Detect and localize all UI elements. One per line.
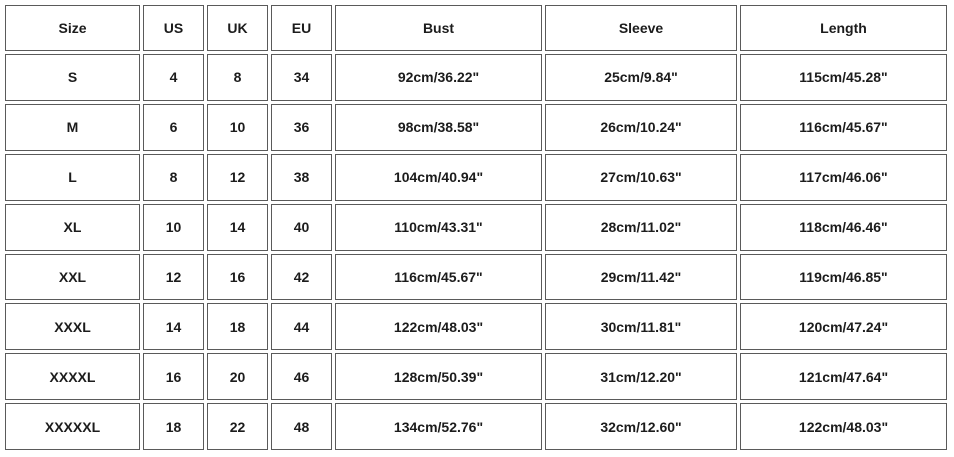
cell-us: 6 bbox=[143, 104, 204, 151]
cell-bust: 104cm/40.94" bbox=[335, 154, 542, 201]
cell-sleeve: 25cm/9.84" bbox=[545, 54, 737, 101]
table-row bbox=[5, 54, 947, 101]
cell-us: 16 bbox=[143, 353, 204, 400]
table-row bbox=[5, 403, 947, 450]
cell-uk: 18 bbox=[207, 303, 268, 350]
cell-sleeve: 32cm/12.60" bbox=[545, 403, 737, 450]
header-size: Size bbox=[5, 5, 140, 51]
cell-uk: 10 bbox=[207, 104, 268, 151]
cell-uk: 14 bbox=[207, 204, 268, 251]
cell-bust: 134cm/52.76" bbox=[335, 403, 542, 450]
cell-length: 117cm/46.06" bbox=[740, 154, 947, 201]
cell-length: 122cm/48.03" bbox=[740, 403, 947, 450]
cell-length: 120cm/47.24" bbox=[740, 303, 947, 350]
cell-length: 118cm/46.46" bbox=[740, 204, 947, 251]
header-us: US bbox=[143, 5, 204, 51]
table-row bbox=[5, 154, 947, 201]
cell-size: XXXL bbox=[5, 303, 140, 350]
cell-eu: 38 bbox=[271, 154, 332, 201]
table-row bbox=[5, 303, 947, 350]
table-row bbox=[5, 353, 947, 400]
cell-bust: 128cm/50.39" bbox=[335, 353, 542, 400]
table-row bbox=[5, 104, 947, 151]
cell-size: XL bbox=[5, 204, 140, 251]
cell-uk: 12 bbox=[207, 154, 268, 201]
cell-size: XXXXXL bbox=[5, 403, 140, 450]
cell-sleeve: 29cm/11.42" bbox=[545, 254, 737, 301]
cell-us: 4 bbox=[143, 54, 204, 101]
cell-sleeve: 27cm/10.63" bbox=[545, 154, 737, 201]
cell-eu: 42 bbox=[271, 254, 332, 301]
cell-eu: 36 bbox=[271, 104, 332, 151]
header-eu: EU bbox=[271, 5, 332, 51]
cell-size: XXL bbox=[5, 254, 140, 301]
cell-eu: 48 bbox=[271, 403, 332, 450]
cell-sleeve: 28cm/11.02" bbox=[545, 204, 737, 251]
cell-us: 18 bbox=[143, 403, 204, 450]
cell-size: M bbox=[5, 104, 140, 151]
cell-length: 116cm/45.67" bbox=[740, 104, 947, 151]
header-bust: Bust bbox=[335, 5, 542, 51]
cell-bust: 98cm/38.58" bbox=[335, 104, 542, 151]
cell-uk: 20 bbox=[207, 353, 268, 400]
cell-bust: 92cm/36.22" bbox=[335, 54, 542, 101]
cell-length: 119cm/46.85" bbox=[740, 254, 947, 301]
cell-size: XXXXL bbox=[5, 353, 140, 400]
cell-uk: 8 bbox=[207, 54, 268, 101]
cell-size: L bbox=[5, 154, 140, 201]
cell-eu: 40 bbox=[271, 204, 332, 251]
cell-length: 115cm/45.28" bbox=[740, 54, 947, 101]
cell-sleeve: 31cm/12.20" bbox=[545, 353, 737, 400]
table-body bbox=[5, 54, 947, 450]
header-sleeve: Sleeve bbox=[545, 5, 737, 51]
cell-us: 10 bbox=[143, 204, 204, 251]
cell-us: 8 bbox=[143, 154, 204, 201]
cell-sleeve: 30cm/11.81" bbox=[545, 303, 737, 350]
cell-uk: 16 bbox=[207, 254, 268, 301]
header-row bbox=[5, 5, 947, 51]
cell-bust: 116cm/45.67" bbox=[335, 254, 542, 301]
table-row bbox=[5, 254, 947, 301]
cell-bust: 122cm/48.03" bbox=[335, 303, 542, 350]
cell-length: 121cm/47.64" bbox=[740, 353, 947, 400]
cell-eu: 46 bbox=[271, 353, 332, 400]
size-chart-table bbox=[2, 2, 950, 453]
cell-us: 14 bbox=[143, 303, 204, 350]
cell-us: 12 bbox=[143, 254, 204, 301]
cell-eu: 34 bbox=[271, 54, 332, 101]
cell-uk: 22 bbox=[207, 403, 268, 450]
cell-sleeve: 26cm/10.24" bbox=[545, 104, 737, 151]
header-uk: UK bbox=[207, 5, 268, 51]
header-length: Length bbox=[740, 5, 947, 51]
cell-size: S bbox=[5, 54, 140, 101]
cell-bust: 110cm/43.31" bbox=[335, 204, 542, 251]
table-row bbox=[5, 204, 947, 251]
cell-eu: 44 bbox=[271, 303, 332, 350]
